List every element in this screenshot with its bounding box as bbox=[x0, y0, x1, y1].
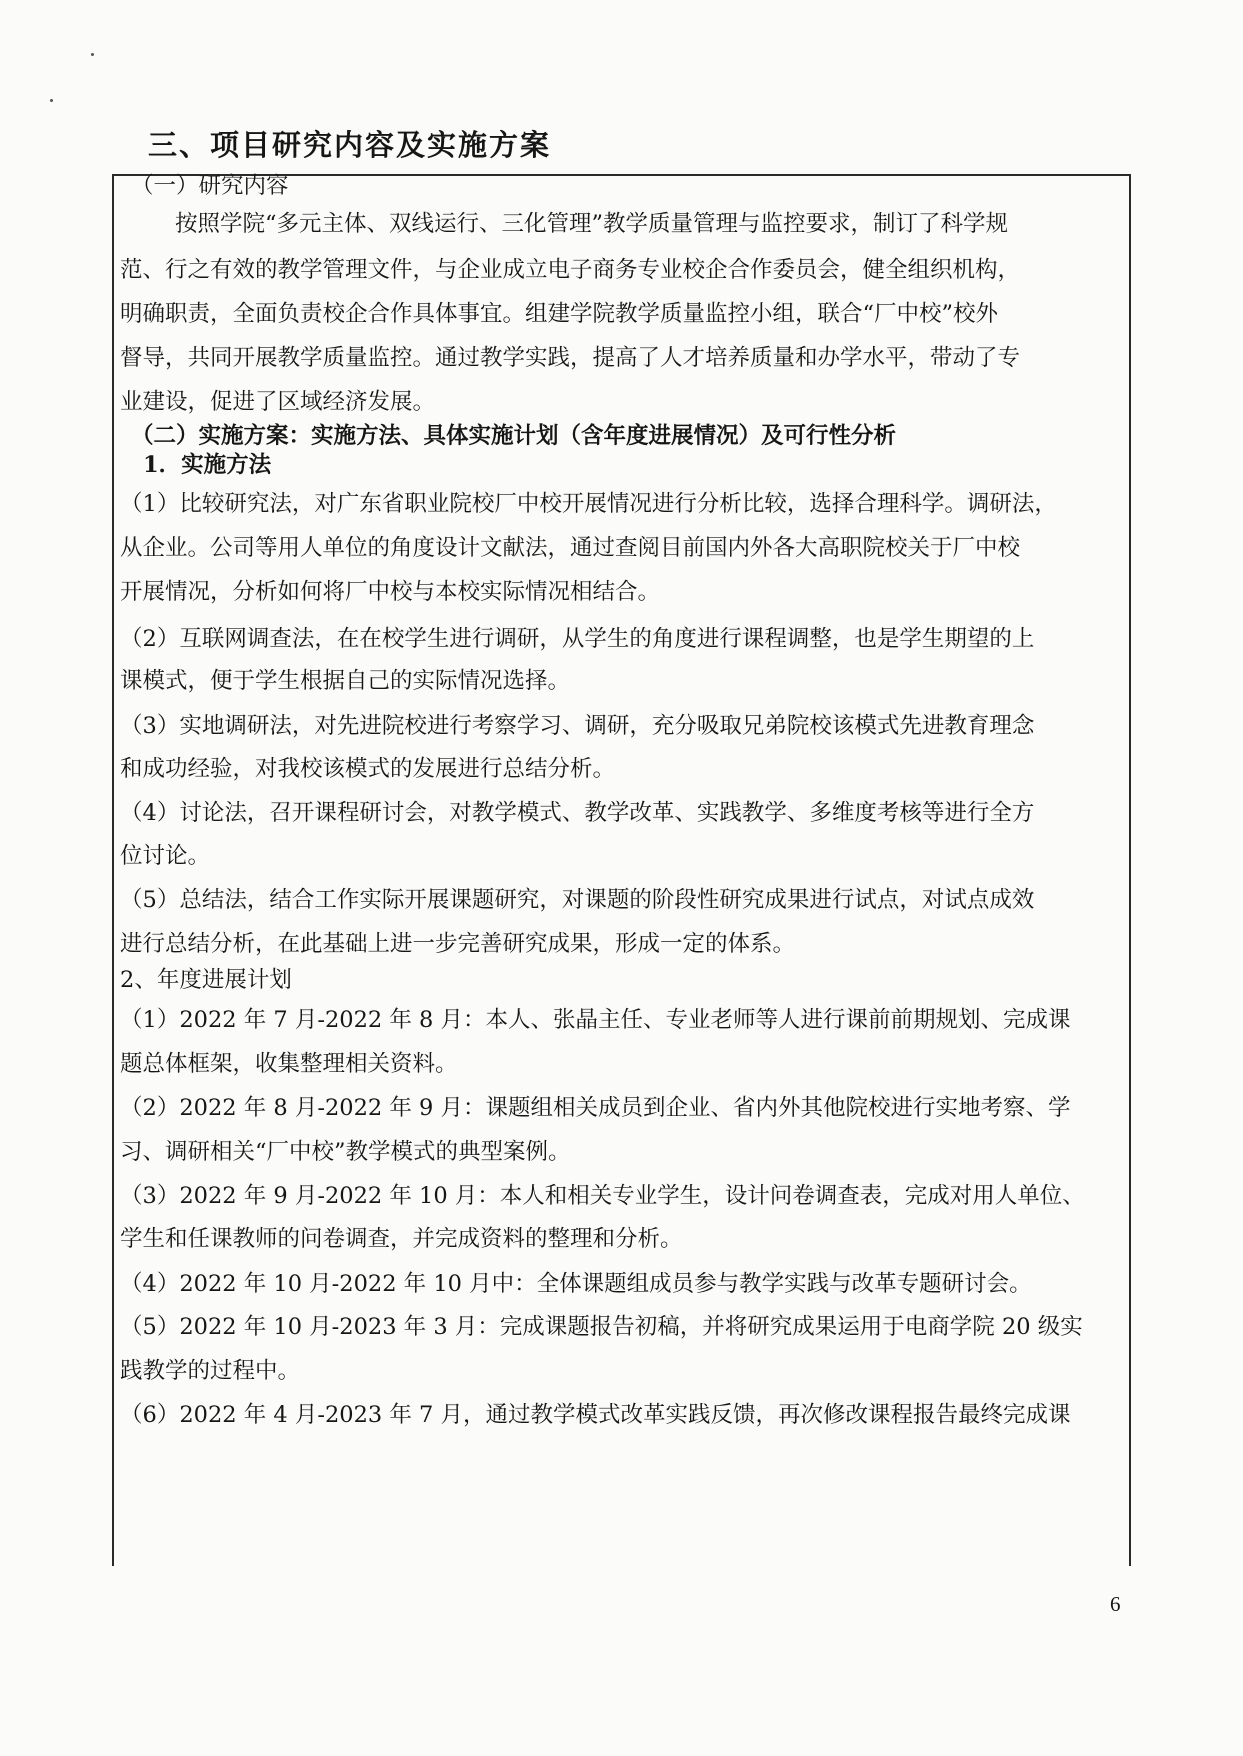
paragraph-line: （3）2022 年 9 月-2022 年 10 月：本人和相关专业学生，设计问卷调查表，完成对用人单位、 bbox=[120, 1183, 1085, 1209]
subsection-title-research: （一）研究内容 bbox=[131, 173, 289, 199]
paragraph-line: （4）讨论法，召开课程研讨会，对教学模式、教学改革、实践教学、多维度考核等进行全方 bbox=[120, 800, 1035, 826]
item-title-progress: 2、年度进展计划 bbox=[120, 967, 292, 993]
paragraph-line: 明确职责，全面负责校企合作具体事宜。组建学院教学质量监控小组，联合“厂中校”校外 bbox=[120, 301, 999, 327]
paragraph-line: 和成功经验，对我校该模式的发展进行总结分析。 bbox=[120, 756, 616, 782]
paragraph-line: （3）实地调研法，对先进院校进行考察学习、调研，充分吸取兄弟院校该模式先进教育理念 bbox=[120, 713, 1035, 739]
content-box bbox=[112, 174, 1131, 1566]
paragraph-line: 范、行之有效的教学管理文件，与企业成立电子商务专业校企合作委员会，健全组织机构， bbox=[120, 257, 1021, 283]
paragraph-line: 按照学院“多元主体、双线运行、三化管理”教学质量管理与监控要求，制订了科学规 bbox=[175, 211, 1009, 237]
page-number: 6 bbox=[1110, 1592, 1121, 1616]
paragraph-line: 习、调研相关“厂中校”教学模式的典型案例。 bbox=[120, 1139, 571, 1165]
paragraph-line: （5）总结法，结合工作实际开展课题研究，对课题的阶段性研究成果进行试点，对试点成效 bbox=[120, 887, 1035, 913]
paragraph-line: 进行总结分析，在此基础上进一步完善研究成果，形成一定的体系。 bbox=[120, 931, 796, 957]
paragraph-line: （6）2022 年 4 月-2023 年 7 月，通过教学模式改革实践反馈，再次修改课程报告最终完成课 bbox=[120, 1402, 1071, 1428]
section-heading: 三、项目研究内容及实施方案 bbox=[148, 128, 552, 162]
paragraph-line: 从企业。公司等用人单位的角度设计文献法，通过查阅目前国内外各大高职院校关于厂中校 bbox=[120, 535, 1021, 561]
subsection-title-plan: （二）实施方案：实施方法、具体实施计划（含年度进展情况）及可行性分析 bbox=[131, 423, 897, 449]
item-title-methods: 1．实施方法 bbox=[143, 452, 272, 478]
paragraph-line: 题总体框架，收集整理相关资料。 bbox=[120, 1051, 458, 1077]
paragraph-line: 督导，共同开展教学质量监控。通过教学实践，提高了人才培养质量和办学水平，带动了专 bbox=[120, 345, 1021, 371]
scan-speck bbox=[50, 99, 53, 102]
paragraph-line: （1）2022 年 7 月-2022 年 8 月：本人、张晶主任、专业老师等人进行课前前期规划、完成课 bbox=[120, 1007, 1071, 1033]
paragraph-line: 开展情况，分析如何将厂中校与本校实际情况相结合。 bbox=[120, 579, 661, 605]
paragraph-line: 践教学的过程中。 bbox=[120, 1358, 301, 1384]
paragraph-line: （1）比较研究法，对广东省职业院校厂中校开展情况进行分析比较，选择合理科学。调研法， bbox=[120, 491, 1057, 517]
paragraph-line: （5）2022 年 10 月-2023 年 3 月：完成课题报告初稿，并将研究成果运用于电商学院 20 级实 bbox=[120, 1314, 1083, 1340]
paragraph-line: 学生和任课教师的问卷调查，并完成资料的整理和分析。 bbox=[120, 1226, 683, 1252]
paragraph-line: 课模式，便于学生根据自己的实际情况选择。 bbox=[120, 668, 571, 694]
paragraph-line: （4）2022 年 10 月-2022 年 10 月中：全体课题组成员参与教学实践与改革专题研讨会。 bbox=[120, 1271, 1032, 1297]
paragraph-line: 业建设，促进了区域经济发展。 bbox=[120, 389, 436, 415]
paragraph-line: 位讨论。 bbox=[120, 843, 211, 869]
paragraph-line: （2）2022 年 8 月-2022 年 9 月：课题组相关成员到企业、省内外其他院校进行实地考察、学 bbox=[120, 1095, 1071, 1121]
paragraph-line: （2）互联网调查法，在在校学生进行调研，从学生的角度进行课程调整，也是学生期望的上 bbox=[120, 626, 1035, 652]
scan-speck bbox=[91, 53, 94, 56]
